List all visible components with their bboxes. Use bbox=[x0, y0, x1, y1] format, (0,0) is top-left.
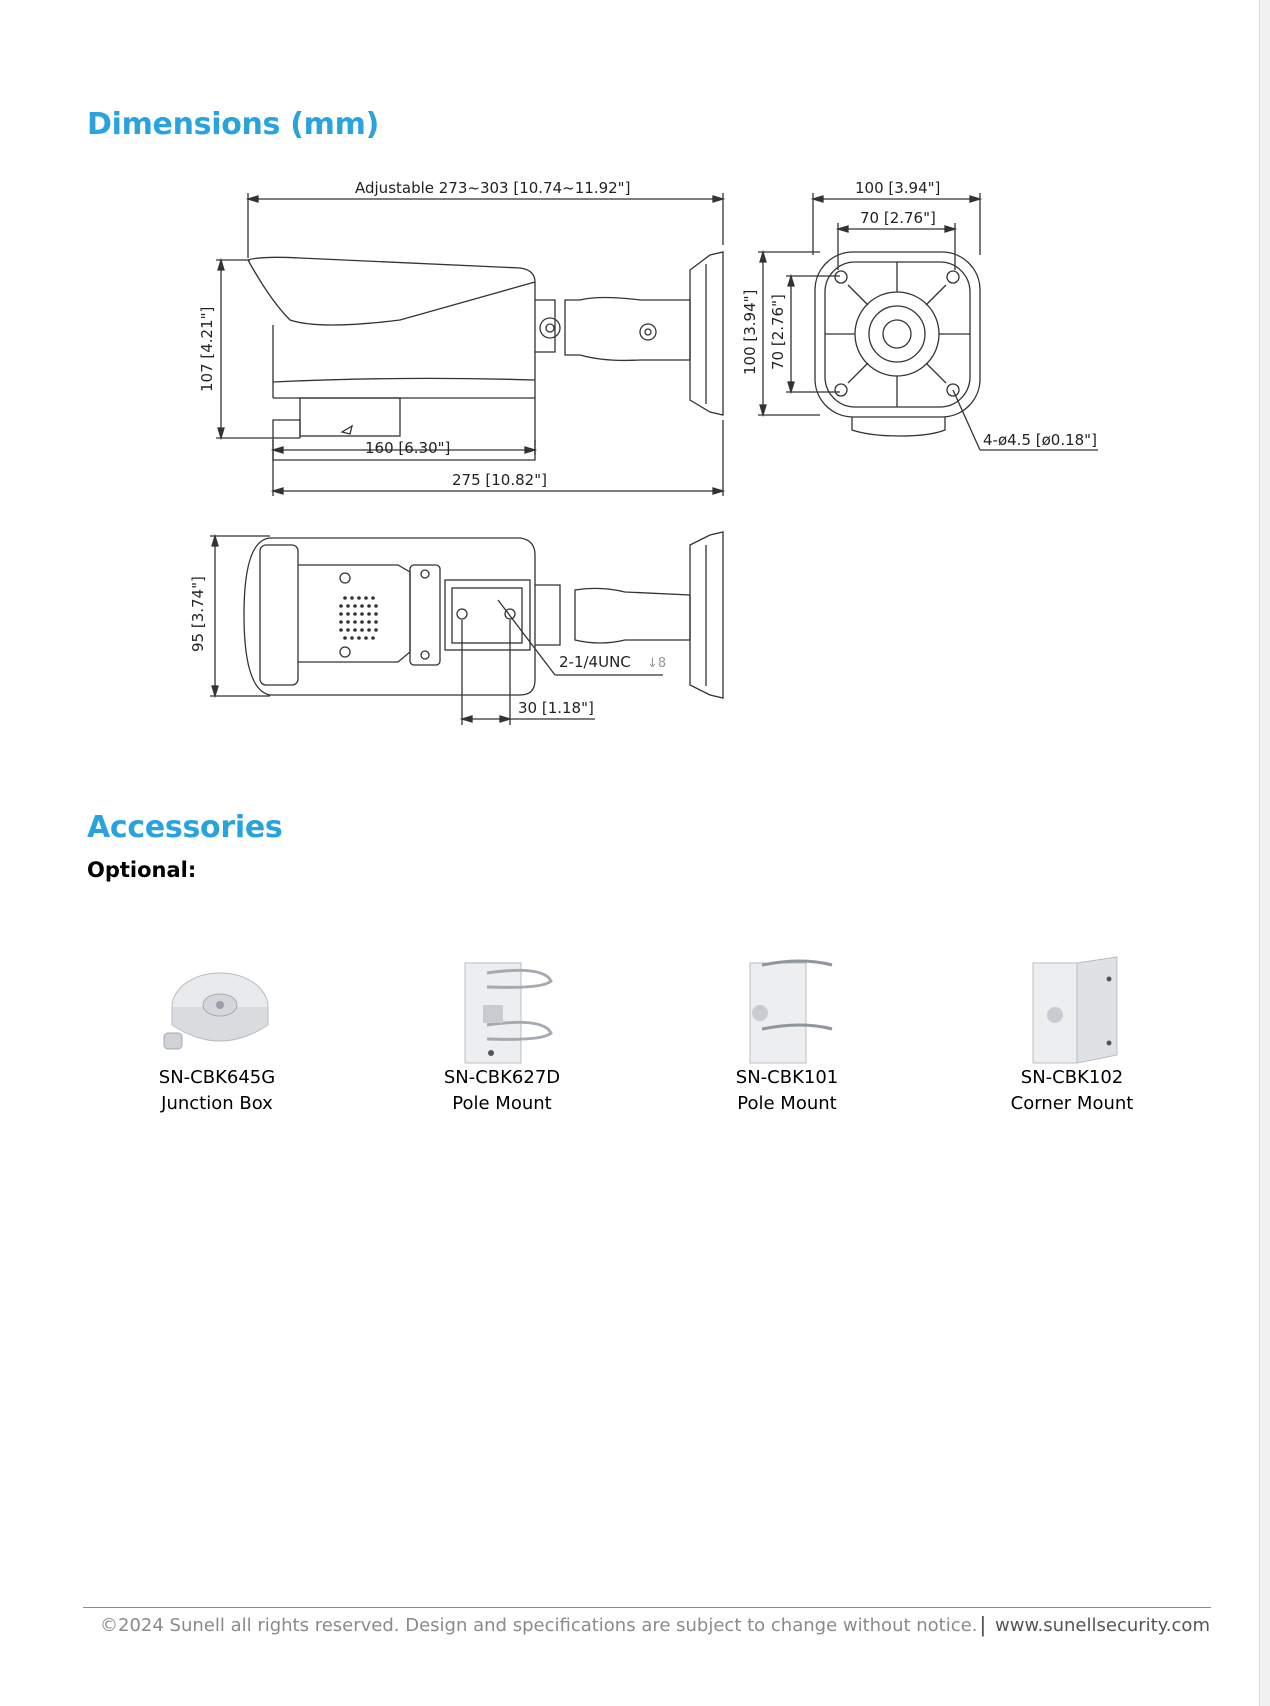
footer-website-link[interactable]: www.sunellsecurity.com bbox=[995, 1615, 1210, 1636]
footer-separator: | bbox=[980, 1612, 986, 1637]
pole-mount-icon bbox=[732, 955, 842, 1065]
label-holes: 4-ø4.5 [ø0.18"] bbox=[983, 431, 1097, 449]
accessory-model: SN-CBK645G bbox=[158, 1067, 276, 1088]
label-length-160: 160 [6.30"] bbox=[365, 439, 451, 457]
accessory-desc: Pole Mount bbox=[737, 1093, 837, 1114]
accessory-item bbox=[102, 955, 332, 1117]
accessory-item bbox=[387, 955, 617, 1117]
accessory-model: SN-CBK101 bbox=[735, 1067, 839, 1088]
footer-divider bbox=[83, 1607, 1211, 1608]
label-base-height-70: 70 [2.76"] bbox=[769, 294, 787, 370]
label-spacing-30: 30 [1.18"] bbox=[518, 699, 594, 717]
accessory-model: SN-CBK627D bbox=[443, 1067, 561, 1088]
label-screw-depth: ↓8 bbox=[647, 656, 667, 671]
accessory-model: SN-CBK102 bbox=[1020, 1067, 1124, 1088]
label-base-width-70: 70 [2.76"] bbox=[860, 209, 936, 227]
label-base-width-100: 100 [3.94"] bbox=[855, 179, 941, 197]
accessory-desc: Pole Mount bbox=[452, 1093, 552, 1114]
label-length-275: 275 [10.82"] bbox=[452, 471, 547, 489]
label-adjustable: Adjustable 273~303 [10.74~11.92"] bbox=[355, 179, 631, 197]
label-screw: 2-1/4UNC bbox=[559, 653, 631, 671]
accessory-item bbox=[957, 955, 1187, 1117]
dimensions-drawing bbox=[0, 0, 1270, 760]
accessory-item bbox=[672, 955, 902, 1117]
pole-mount-icon bbox=[447, 955, 557, 1065]
accessory-desc: Corner Mount bbox=[1010, 1093, 1134, 1114]
dimensions-heading: Dimensions (mm) bbox=[87, 107, 379, 142]
corner-mount-icon bbox=[1017, 955, 1127, 1065]
label-width-95: 95 [3.74"] bbox=[189, 576, 207, 652]
junction-box-icon bbox=[162, 955, 272, 1065]
label-height-107: 107 [4.21"] bbox=[198, 306, 216, 392]
accessory-desc: Junction Box bbox=[161, 1093, 273, 1114]
footer-copyright: ©2024 Sunell all rights reserved. Design and specifications are subject to change without notice. bbox=[100, 1615, 978, 1636]
optional-label: Optional: bbox=[87, 858, 197, 882]
label-base-height-100: 100 [3.94"] bbox=[741, 289, 759, 375]
accessories-heading: Accessories bbox=[87, 810, 283, 845]
